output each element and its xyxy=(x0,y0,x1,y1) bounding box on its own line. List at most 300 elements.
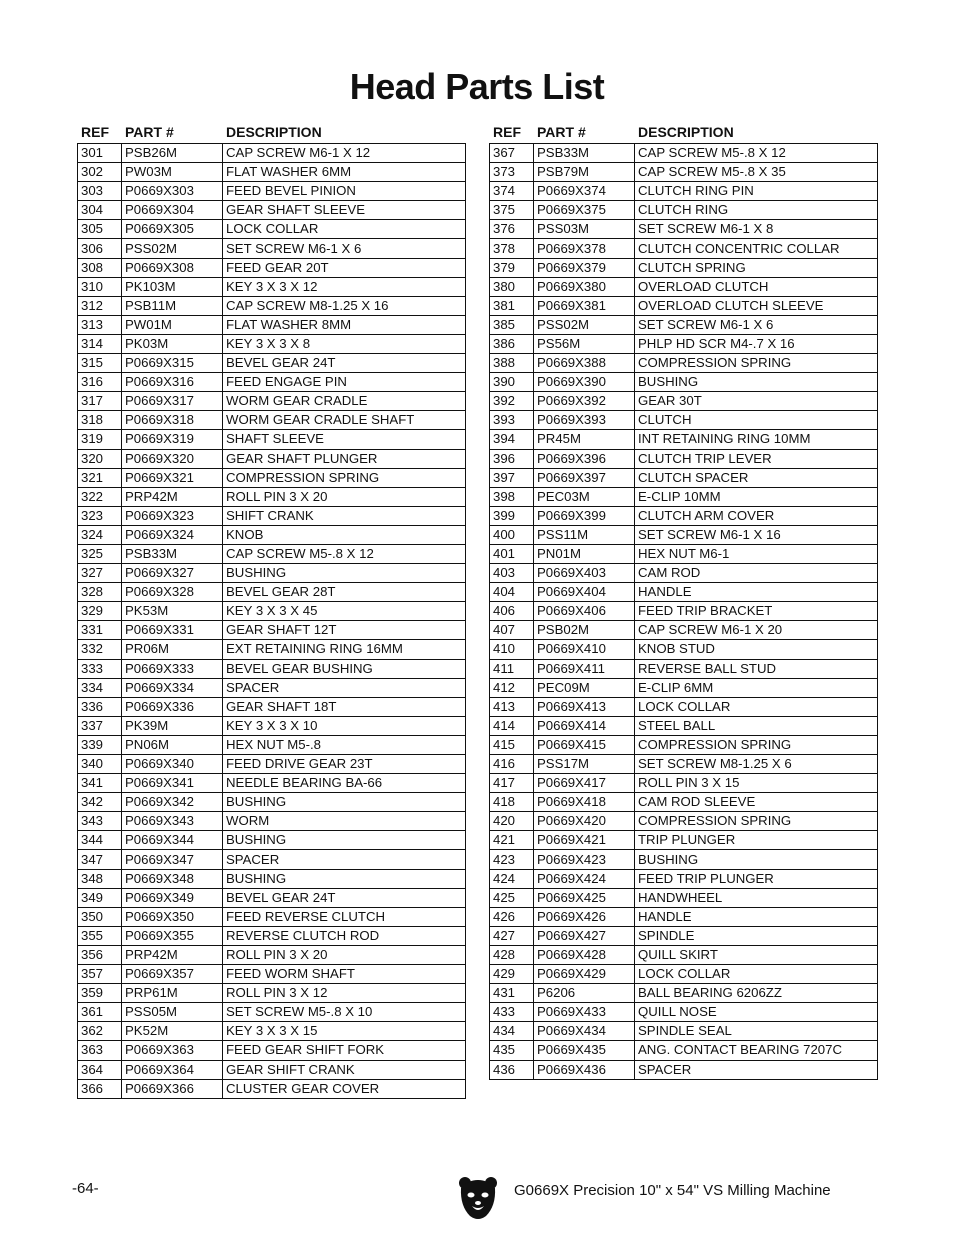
table-row xyxy=(490,984,878,1003)
ref-cell: 424 xyxy=(490,869,534,888)
description-cell: SET SCREW M6-1 X 6 xyxy=(635,315,878,334)
part-number-cell: PR45M xyxy=(534,430,635,449)
description-cell: TRIP PLUNGER xyxy=(635,831,878,850)
description-cell: GEAR SHIFT CRANK xyxy=(223,1060,466,1079)
table-row xyxy=(78,525,466,544)
ref-cell: 329 xyxy=(78,602,122,621)
description-cell: SPACER xyxy=(635,1060,878,1079)
table-row xyxy=(78,296,466,315)
part-number-cell: P0669X417 xyxy=(534,774,635,793)
table-row xyxy=(490,411,878,430)
ref-cell: 308 xyxy=(78,258,122,277)
ref-cell: 410 xyxy=(490,640,534,659)
ref-cell: 378 xyxy=(490,239,534,258)
table-row xyxy=(78,468,466,487)
description-cell: BUSHING xyxy=(223,831,466,850)
part-number-cell: P0669X355 xyxy=(122,926,223,945)
table-row xyxy=(78,965,466,984)
table-row xyxy=(490,1003,878,1022)
part-number-cell: P0669X363 xyxy=(122,1041,223,1060)
ref-cell: 348 xyxy=(78,869,122,888)
description-cell: CLUTCH SPACER xyxy=(635,468,878,487)
description-cell: ROLL PIN 3 X 20 xyxy=(223,487,466,506)
part-number-cell: PSS17M xyxy=(534,755,635,774)
part-number-cell: PSB33M xyxy=(534,144,635,163)
part-number-cell: PK52M xyxy=(122,1022,223,1041)
part-number-cell: PK03M xyxy=(122,334,223,353)
description-cell: CAM ROD SLEEVE xyxy=(635,793,878,812)
ref-cell: 413 xyxy=(490,697,534,716)
ref-cell: 319 xyxy=(78,430,122,449)
description-cell: OVERLOAD CLUTCH SLEEVE xyxy=(635,296,878,315)
description-cell: SET SCREW M8-1.25 X 6 xyxy=(635,755,878,774)
part-number-cell: P0669X304 xyxy=(122,201,223,220)
description-cell: KEY 3 X 3 X 12 xyxy=(223,277,466,296)
description-cell: ROLL PIN 3 X 12 xyxy=(223,984,466,1003)
part-number-cell: PW01M xyxy=(122,315,223,334)
ref-cell: 344 xyxy=(78,831,122,850)
table-row xyxy=(490,334,878,353)
description-cell: HANDLE xyxy=(635,907,878,926)
table-row xyxy=(490,1041,878,1060)
description-cell: CLUTCH ARM COVER xyxy=(635,506,878,525)
ref-cell: 418 xyxy=(490,793,534,812)
description-cell: SPACER xyxy=(223,850,466,869)
part-number-cell: P0669X366 xyxy=(122,1079,223,1098)
description-cell: COMPRESSION SPRING xyxy=(635,735,878,754)
part-number-cell: P0669X374 xyxy=(534,182,635,201)
ref-cell: 392 xyxy=(490,392,534,411)
description-cell: GEAR SHAFT 12T xyxy=(223,621,466,640)
parts-table-body xyxy=(78,144,466,1099)
table-row xyxy=(78,716,466,735)
description-cell: E-CLIP 6MM xyxy=(635,678,878,697)
table-row xyxy=(490,277,878,296)
table-row xyxy=(78,354,466,373)
description-cell: SPACER xyxy=(223,678,466,697)
table-row xyxy=(78,392,466,411)
part-number-cell: P0669X348 xyxy=(122,869,223,888)
table-row xyxy=(490,182,878,201)
part-number-cell: P0669X327 xyxy=(122,564,223,583)
ref-cell: 316 xyxy=(78,373,122,392)
part-number-cell: P0669X390 xyxy=(534,373,635,392)
table-row xyxy=(78,182,466,201)
part-number-cell: PRP42M xyxy=(122,487,223,506)
description-cell: CLUTCH CONCENTRIC COLLAR xyxy=(635,239,878,258)
description-cell: CAP SCREW M5-.8 X 12 xyxy=(223,544,466,563)
ref-header: REF xyxy=(81,123,109,140)
table-row xyxy=(490,258,878,277)
ref-cell: 388 xyxy=(490,354,534,373)
ref-cell: 416 xyxy=(490,755,534,774)
table-row xyxy=(78,926,466,945)
bear-head-icon xyxy=(458,1176,498,1222)
ref-cell: 400 xyxy=(490,525,534,544)
part-number-cell: PN01M xyxy=(534,544,635,563)
table-row xyxy=(490,201,878,220)
description-cell: BUSHING xyxy=(223,869,466,888)
description-cell: FLAT WASHER 6MM xyxy=(223,163,466,182)
part-number-cell: P0669X397 xyxy=(534,468,635,487)
ref-cell: 414 xyxy=(490,716,534,735)
part-number-cell: PSB26M xyxy=(122,144,223,163)
description-cell: NEEDLE BEARING BA-66 xyxy=(223,774,466,793)
table-row xyxy=(78,449,466,468)
part-header: PART # xyxy=(125,123,174,140)
ref-cell: 343 xyxy=(78,812,122,831)
part-number-cell: P0669X380 xyxy=(534,277,635,296)
part-number-cell: P0669X305 xyxy=(122,220,223,239)
part-number-cell: PSB02M xyxy=(534,621,635,640)
part-number-cell: P6206 xyxy=(534,984,635,1003)
ref-cell: 331 xyxy=(78,621,122,640)
description-cell: KEY 3 X 3 X 45 xyxy=(223,602,466,621)
table-row xyxy=(78,220,466,239)
ref-cell: 421 xyxy=(490,831,534,850)
description-cell: CLUSTER GEAR COVER xyxy=(223,1079,466,1098)
table-row xyxy=(490,621,878,640)
part-number-cell: P0669X413 xyxy=(534,697,635,716)
part-number-cell: P0669X429 xyxy=(534,965,635,984)
ref-cell: 436 xyxy=(490,1060,534,1079)
part-number-cell: P0669X343 xyxy=(122,812,223,831)
table-row xyxy=(78,277,466,296)
table-row xyxy=(78,755,466,774)
part-number-cell: P0669X333 xyxy=(122,659,223,678)
ref-cell: 324 xyxy=(78,525,122,544)
ref-cell: 314 xyxy=(78,334,122,353)
description-cell: FEED DRIVE GEAR 23T xyxy=(223,755,466,774)
ref-cell: 411 xyxy=(490,659,534,678)
ref-cell: 404 xyxy=(490,583,534,602)
description-cell: PHLP HD SCR M4-.7 X 16 xyxy=(635,334,878,353)
part-number-cell: P0669X375 xyxy=(534,201,635,220)
ref-cell: 403 xyxy=(490,564,534,583)
table-row xyxy=(78,506,466,525)
ref-cell: 301 xyxy=(78,144,122,163)
part-number-cell: P0669X423 xyxy=(534,850,635,869)
ref-cell: 415 xyxy=(490,735,534,754)
ref-cell: 433 xyxy=(490,1003,534,1022)
ref-cell: 361 xyxy=(78,1003,122,1022)
ref-cell: 323 xyxy=(78,506,122,525)
description-cell: BUSHING xyxy=(223,564,466,583)
parts-table-body xyxy=(490,144,878,1080)
table-row xyxy=(490,659,878,678)
part-number-cell: P0669X435 xyxy=(534,1041,635,1060)
table-row xyxy=(490,1060,878,1079)
table-row xyxy=(78,793,466,812)
ref-cell: 380 xyxy=(490,277,534,296)
part-number-cell: P0669X399 xyxy=(534,506,635,525)
part-number-cell: PR06M xyxy=(122,640,223,659)
description-cell: CLUTCH xyxy=(635,411,878,430)
description-cell: BEVEL GEAR 28T xyxy=(223,583,466,602)
parts-table-right xyxy=(489,120,878,1080)
table-row xyxy=(78,888,466,907)
ref-cell: 420 xyxy=(490,812,534,831)
description-cell: SPINDLE xyxy=(635,926,878,945)
description-cell: STEEL BALL xyxy=(635,716,878,735)
part-number-cell: P0669X403 xyxy=(534,564,635,583)
part-number-cell: P0669X424 xyxy=(534,869,635,888)
ref-cell: 355 xyxy=(78,926,122,945)
part-number-cell: P0669X404 xyxy=(534,583,635,602)
description-cell: QUILL NOSE xyxy=(635,1003,878,1022)
description-cell: WORM GEAR CRADLE SHAFT xyxy=(223,411,466,430)
part-number-cell: P0669X334 xyxy=(122,678,223,697)
table-row xyxy=(78,1060,466,1079)
description-cell: SET SCREW M6-1 X 6 xyxy=(223,239,466,258)
table-row xyxy=(490,945,878,964)
part-number-cell: P0669X357 xyxy=(122,965,223,984)
table-row xyxy=(78,373,466,392)
table-row xyxy=(490,506,878,525)
table-row xyxy=(490,850,878,869)
part-number-cell: P0669X392 xyxy=(534,392,635,411)
ref-cell: 385 xyxy=(490,315,534,334)
table-row xyxy=(490,678,878,697)
table-row xyxy=(490,239,878,258)
ref-cell: 428 xyxy=(490,945,534,964)
description-cell: CLUTCH RING PIN xyxy=(635,182,878,201)
ref-cell: 315 xyxy=(78,354,122,373)
part-number-cell: P0669X406 xyxy=(534,602,635,621)
table-header xyxy=(77,120,466,143)
part-number-cell: P0669X379 xyxy=(534,258,635,277)
description-header: DESCRIPTION xyxy=(226,123,322,140)
part-number-cell: P0669X328 xyxy=(122,583,223,602)
table-row xyxy=(78,774,466,793)
ref-cell: 336 xyxy=(78,697,122,716)
ref-cell: 340 xyxy=(78,755,122,774)
table-row xyxy=(78,1079,466,1098)
table-row xyxy=(78,602,466,621)
table-row xyxy=(78,735,466,754)
ref-cell: 434 xyxy=(490,1022,534,1041)
ref-cell: 303 xyxy=(78,182,122,201)
part-number-cell: P0669X378 xyxy=(534,239,635,258)
ref-cell: 427 xyxy=(490,926,534,945)
part-number-cell: P0669X393 xyxy=(534,411,635,430)
part-number-cell: P0669X324 xyxy=(122,525,223,544)
ref-cell: 322 xyxy=(78,487,122,506)
ref-cell: 342 xyxy=(78,793,122,812)
description-cell: KNOB STUD xyxy=(635,640,878,659)
table-row xyxy=(78,144,466,163)
description-cell: FEED BEVEL PINION xyxy=(223,182,466,201)
part-number-cell: PK53M xyxy=(122,602,223,621)
description-cell: SPINDLE SEAL xyxy=(635,1022,878,1041)
description-cell: FEED TRIP BRACKET xyxy=(635,602,878,621)
ref-cell: 401 xyxy=(490,544,534,563)
description-cell: HEX NUT M5-.8 xyxy=(223,735,466,754)
part-number-cell: P0669X320 xyxy=(122,449,223,468)
description-cell: FEED ENGAGE PIN xyxy=(223,373,466,392)
table-row xyxy=(78,869,466,888)
description-cell: WORM GEAR CRADLE xyxy=(223,392,466,411)
table-row xyxy=(490,373,878,392)
ref-cell: 325 xyxy=(78,544,122,563)
part-number-cell: P0669X316 xyxy=(122,373,223,392)
part-number-cell: PSS02M xyxy=(534,315,635,334)
ref-cell: 394 xyxy=(490,430,534,449)
description-cell: FLAT WASHER 8MM xyxy=(223,315,466,334)
part-number-cell: PK39M xyxy=(122,716,223,735)
table-row xyxy=(78,487,466,506)
description-cell: COMPRESSION SPRING xyxy=(223,468,466,487)
table-row xyxy=(490,965,878,984)
ref-cell: 356 xyxy=(78,945,122,964)
ref-cell: 374 xyxy=(490,182,534,201)
page-number: -64- xyxy=(72,1180,99,1197)
part-number-cell: P0669X321 xyxy=(122,468,223,487)
table-row xyxy=(78,850,466,869)
table-row xyxy=(490,812,878,831)
ref-cell: 313 xyxy=(78,315,122,334)
table-row xyxy=(78,659,466,678)
description-cell: HEX NUT M6-1 xyxy=(635,544,878,563)
part-number-cell: P0669X427 xyxy=(534,926,635,945)
description-cell: KEY 3 X 3 X 10 xyxy=(223,716,466,735)
description-cell: CLUTCH TRIP LEVER xyxy=(635,449,878,468)
description-cell: CLUTCH SPRING xyxy=(635,258,878,277)
part-number-cell: P0669X434 xyxy=(534,1022,635,1041)
ref-cell: 376 xyxy=(490,220,534,239)
ref-cell: 304 xyxy=(78,201,122,220)
part-number-cell: PK103M xyxy=(122,277,223,296)
description-cell: KEY 3 X 3 X 8 xyxy=(223,334,466,353)
description-cell: FEED WORM SHAFT xyxy=(223,965,466,984)
ref-cell: 312 xyxy=(78,296,122,315)
table-row xyxy=(78,678,466,697)
table-row xyxy=(78,258,466,277)
table-row xyxy=(490,735,878,754)
table-row xyxy=(78,984,466,1003)
part-number-cell: PRP42M xyxy=(122,945,223,964)
description-cell: CAP SCREW M5-.8 X 35 xyxy=(635,163,878,182)
description-cell: SET SCREW M5-.8 X 10 xyxy=(223,1003,466,1022)
ref-cell: 334 xyxy=(78,678,122,697)
part-number-cell: P0669X396 xyxy=(534,449,635,468)
description-cell: LOCK COLLAR xyxy=(635,965,878,984)
ref-cell: 364 xyxy=(78,1060,122,1079)
description-cell: ROLL PIN 3 X 20 xyxy=(223,945,466,964)
table-row xyxy=(78,812,466,831)
ref-cell: 417 xyxy=(490,774,534,793)
description-cell: GEAR SHAFT SLEEVE xyxy=(223,201,466,220)
part-number-cell: P0669X331 xyxy=(122,621,223,640)
ref-cell: 366 xyxy=(78,1079,122,1098)
ref-cell: 375 xyxy=(490,201,534,220)
description-cell: FEED GEAR SHIFT FORK xyxy=(223,1041,466,1060)
part-number-cell: PN06M xyxy=(122,735,223,754)
description-cell: SHAFT SLEEVE xyxy=(223,430,466,449)
ref-cell: 359 xyxy=(78,984,122,1003)
description-cell: GEAR SHAFT PLUNGER xyxy=(223,449,466,468)
description-cell: COMPRESSION SPRING xyxy=(635,354,878,373)
part-number-cell: PSB33M xyxy=(122,544,223,563)
description-cell: LOCK COLLAR xyxy=(635,697,878,716)
part-number-cell: PSS03M xyxy=(534,220,635,239)
ref-cell: 317 xyxy=(78,392,122,411)
ref-cell: 347 xyxy=(78,850,122,869)
part-number-cell: P0669X420 xyxy=(534,812,635,831)
part-number-cell: PS56M xyxy=(534,334,635,353)
table-row xyxy=(490,468,878,487)
table-row xyxy=(490,793,878,812)
table-row xyxy=(78,640,466,659)
part-number-cell: P0669X347 xyxy=(122,850,223,869)
description-header: DESCRIPTION xyxy=(638,123,734,140)
description-cell: OVERLOAD CLUTCH xyxy=(635,277,878,296)
table-row xyxy=(490,144,878,163)
part-number-cell: PEC09M xyxy=(534,678,635,697)
ref-cell: 367 xyxy=(490,144,534,163)
part-number-cell: P0669X336 xyxy=(122,697,223,716)
parts-table-left xyxy=(77,120,466,1099)
ref-cell: 393 xyxy=(490,411,534,430)
table-row xyxy=(490,583,878,602)
ref-cell: 320 xyxy=(78,449,122,468)
part-number-cell: P0669X410 xyxy=(534,640,635,659)
table-row xyxy=(490,564,878,583)
table-row xyxy=(78,697,466,716)
table-row xyxy=(490,296,878,315)
part-number-cell: P0669X342 xyxy=(122,793,223,812)
table-row xyxy=(490,544,878,563)
part-number-cell: P0669X428 xyxy=(534,945,635,964)
table-row xyxy=(490,430,878,449)
description-cell: CAP SCREW M5-.8 X 12 xyxy=(635,144,878,163)
description-cell: INT RETAINING RING 10MM xyxy=(635,430,878,449)
part-number-cell: P0669X341 xyxy=(122,774,223,793)
part-number-cell: PSS02M xyxy=(122,239,223,258)
description-cell: COMPRESSION SPRING xyxy=(635,812,878,831)
part-number-cell: P0669X388 xyxy=(534,354,635,373)
ref-cell: 332 xyxy=(78,640,122,659)
table-row xyxy=(78,583,466,602)
part-number-cell: P0669X381 xyxy=(534,296,635,315)
table-row xyxy=(490,392,878,411)
table-header xyxy=(489,120,878,143)
table-row xyxy=(78,831,466,850)
ref-cell: 327 xyxy=(78,564,122,583)
description-cell: HANDWHEEL xyxy=(635,888,878,907)
table-row xyxy=(490,602,878,621)
table-row xyxy=(490,163,878,182)
table-row xyxy=(78,621,466,640)
part-number-cell: PSB11M xyxy=(122,296,223,315)
description-cell: BEVEL GEAR BUSHING xyxy=(223,659,466,678)
description-cell: FEED GEAR 20T xyxy=(223,258,466,277)
part-number-cell: P0669X415 xyxy=(534,735,635,754)
part-number-cell: PSS11M xyxy=(534,525,635,544)
description-cell: BUSHING xyxy=(223,793,466,812)
ref-cell: 305 xyxy=(78,220,122,239)
description-cell: HANDLE xyxy=(635,583,878,602)
table-row xyxy=(78,163,466,182)
ref-cell: 429 xyxy=(490,965,534,984)
ref-cell: 390 xyxy=(490,373,534,392)
description-cell: REVERSE CLUTCH ROD xyxy=(223,926,466,945)
table-row xyxy=(490,220,878,239)
description-cell: CAP SCREW M8-1.25 X 16 xyxy=(223,296,466,315)
part-number-cell: P0669X315 xyxy=(122,354,223,373)
part-number-cell: PRP61M xyxy=(122,984,223,1003)
description-cell: SHIFT CRANK xyxy=(223,506,466,525)
